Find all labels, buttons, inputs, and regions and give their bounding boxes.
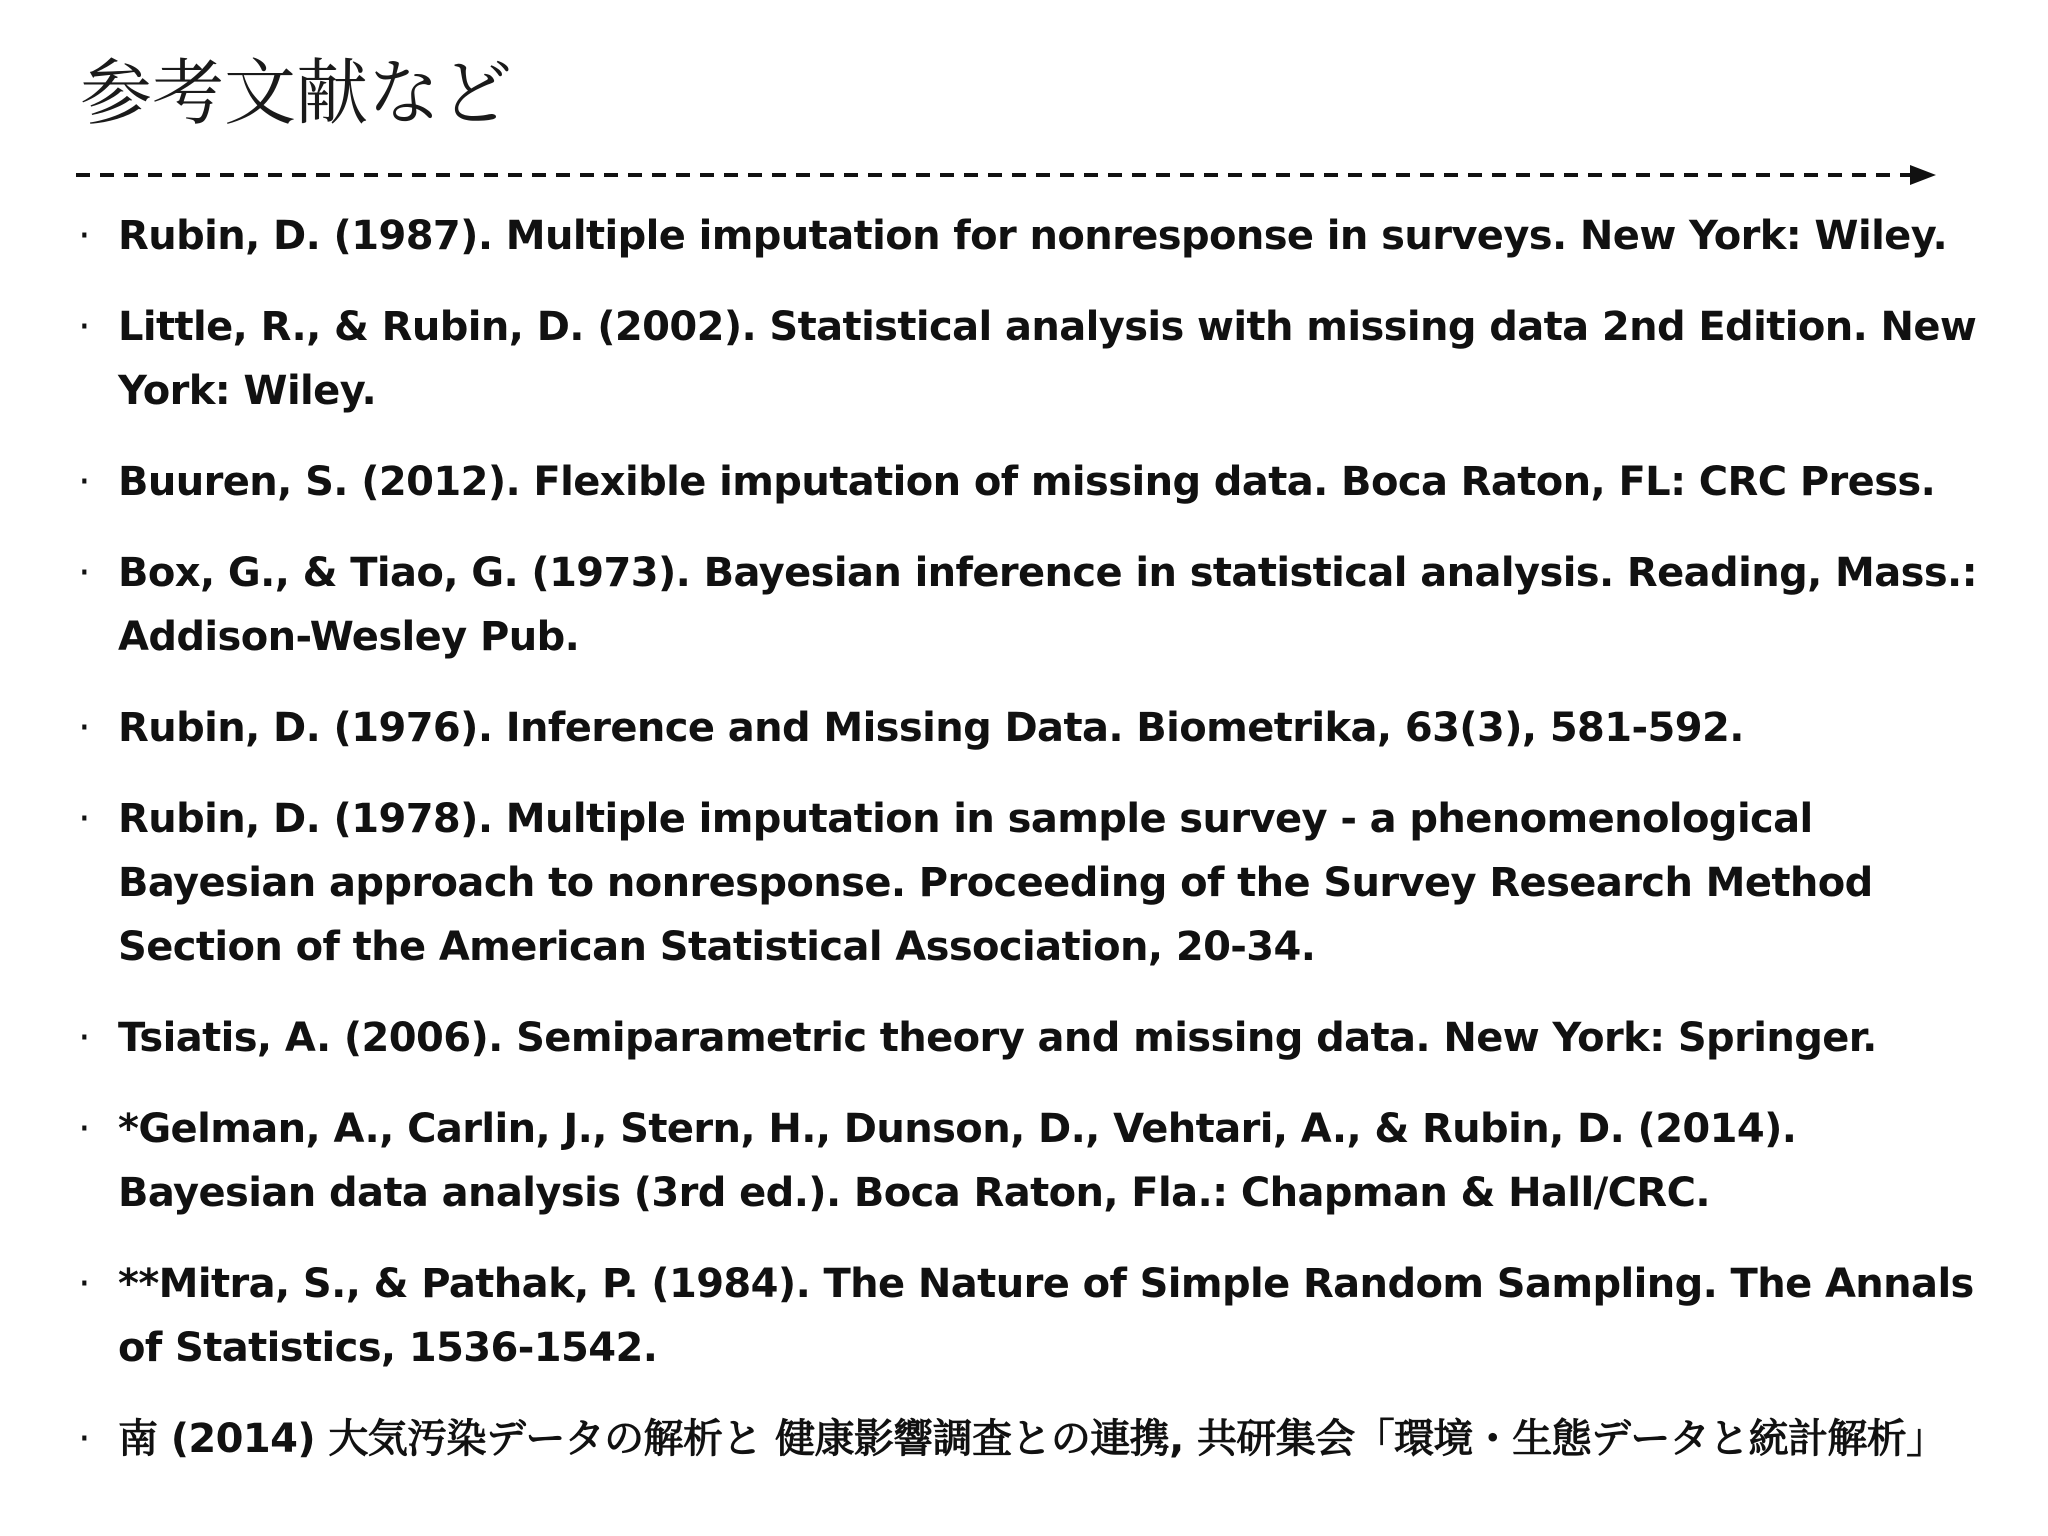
reference-item	[76, 450, 1996, 514]
bullet-icon: ·	[78, 1106, 91, 1152]
reference-text: Buuren, S. (2012). Flexible imputation of missing data. Boca Raton, FL: CRC Press.	[118, 459, 1936, 505]
reference-text: 南 (2014) 大気汚染データの解析と 健康影響調査との連携, 共研集会「環境・生態データと統計解析」	[118, 1416, 1946, 1462]
reference-item	[76, 204, 1996, 268]
reference-item	[76, 1006, 1996, 1070]
reference-text: Rubin, D. (1987). Multiple imputation for nonresponse in surveys. New York: Wiley.	[118, 213, 1948, 259]
bullet-icon: ·	[78, 1261, 91, 1307]
reference-text: Rubin, D. (1978). Multiple imputation in sample survey - a phenomenological Bayesian approach to nonresponse. Proceeding of the Survey Research Method Section of the American Statistical Association, 20-34.	[118, 796, 1873, 970]
reference-item	[76, 1252, 1996, 1380]
bullet-icon: ·	[78, 796, 91, 842]
reference-text: **Mitra, S., & Pathak, P. (1984). The Nature of Simple Random Sampling. The Annals of Statistics, 1536-1542.	[118, 1261, 1974, 1371]
bullet-icon: ·	[78, 1015, 91, 1061]
reference-text: Little, R., & Rubin, D. (2002). Statistical analysis with missing data 2nd Edition. New York: Wiley.	[118, 304, 1977, 414]
bullet-icon: ·	[78, 213, 91, 259]
reference-item	[76, 1097, 1996, 1225]
bullet-icon: ·	[78, 1416, 91, 1462]
reference-item	[76, 787, 1996, 979]
bullet-icon: ·	[78, 550, 91, 596]
reference-text: *Gelman, A., Carlin, J., Stern, H., Dunson, D., Vehtari, A., & Rubin, D. (2014). Bayesian data analysis (3rd ed.). Boca Raton, Fla.: Chapman & Hall/CRC.	[118, 1106, 1797, 1216]
reference-item	[76, 1407, 1996, 1471]
page-title: 参考文献など	[80, 51, 513, 135]
reference-item	[76, 696, 1996, 760]
reference-text: Tsiatis, A. (2006). Semiparametric theory and missing data. New York: Springer.	[118, 1015, 1877, 1061]
reference-item	[76, 541, 1996, 669]
bullet-icon: ·	[78, 459, 91, 505]
bullet-icon: ·	[78, 705, 91, 751]
dashed-arrow-divider	[76, 163, 1936, 187]
reference-item	[76, 295, 1996, 423]
reference-text: Rubin, D. (1976). Inference and Missing Data. Biometrika, 63(3), 581-592.	[118, 705, 1744, 751]
arrow-head-icon	[1910, 165, 1936, 185]
reference-list	[76, 204, 1996, 1498]
bullet-icon: ·	[78, 304, 91, 350]
reference-text: Box, G., & Tiao, G. (1973). Bayesian inference in statistical analysis. Reading, Mass.: Addison-Wesley Pub.	[118, 550, 1978, 660]
